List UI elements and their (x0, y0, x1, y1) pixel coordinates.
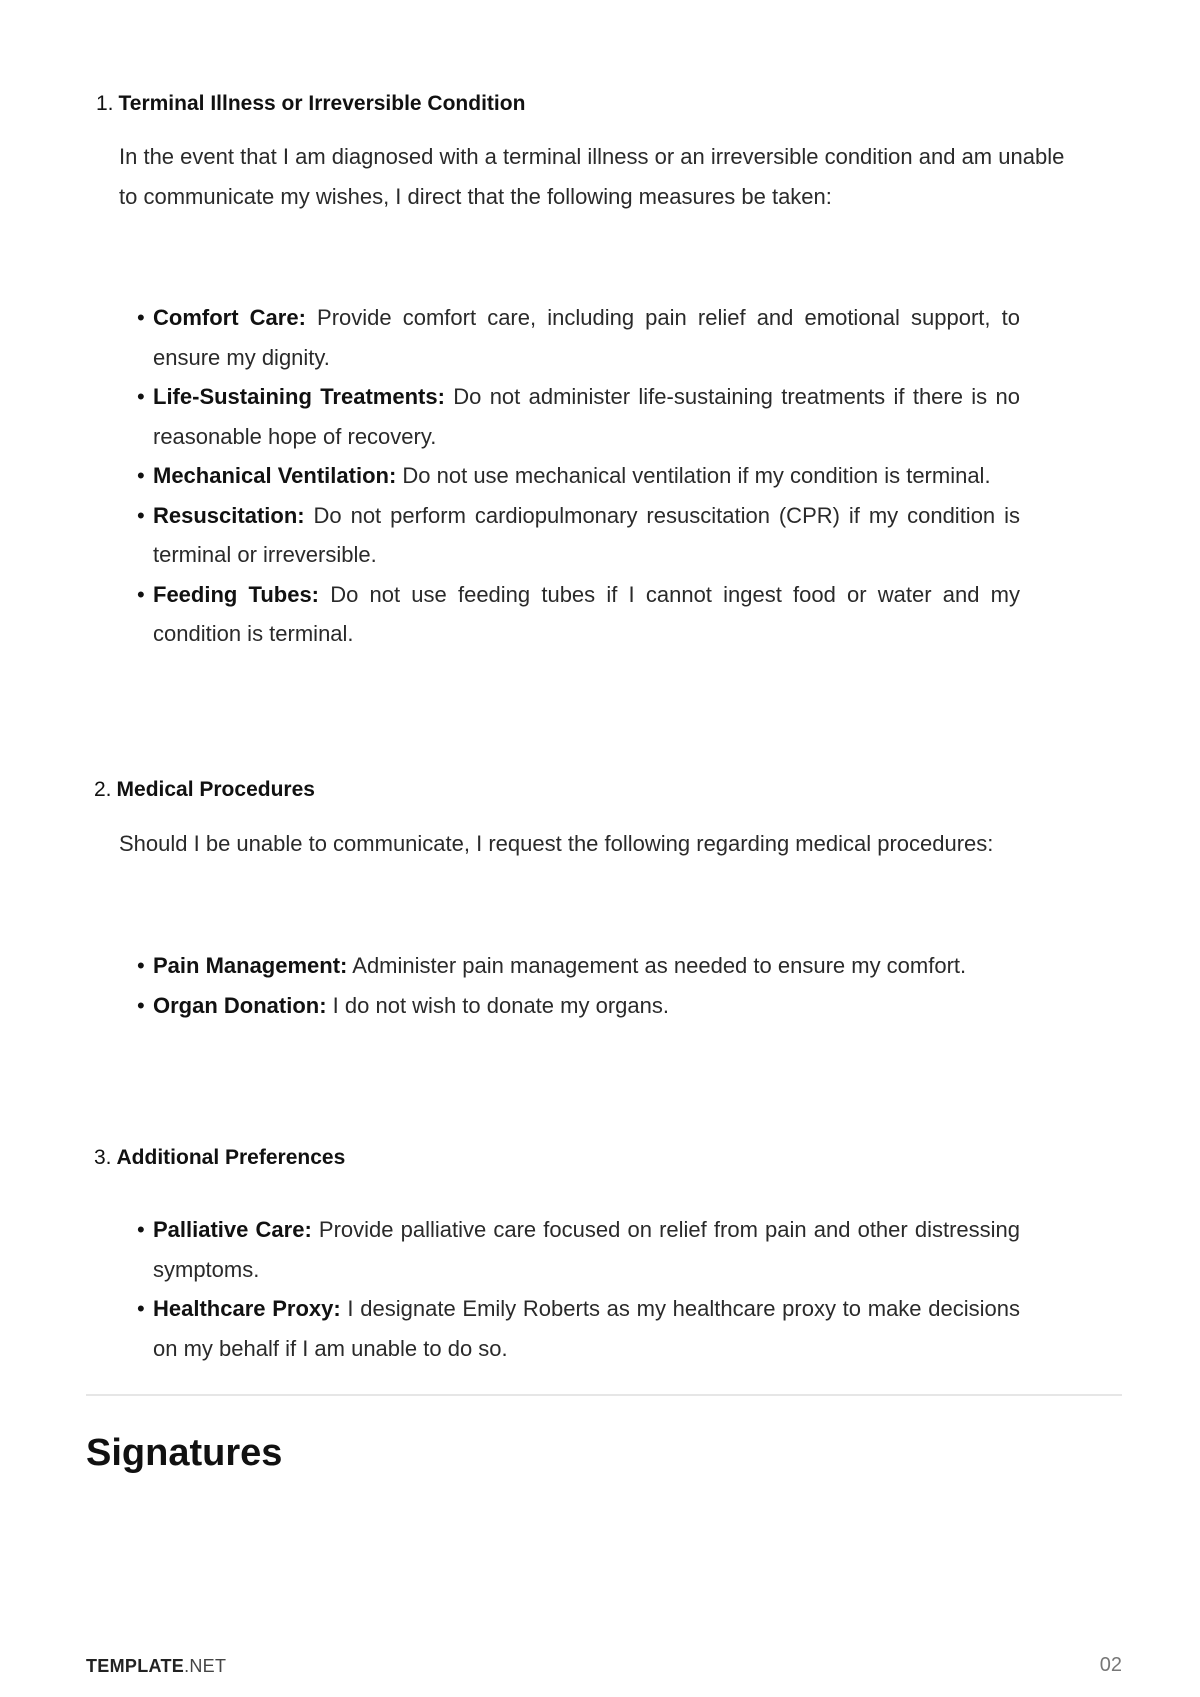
bullet-icon: • (137, 1296, 145, 1321)
section-2-heading (94, 778, 315, 802)
item-term: Resuscitation: (153, 502, 305, 528)
page-number: 02 (1099, 1654, 1122, 1676)
section-2-number: 2. (94, 778, 112, 801)
section-1-intro: In the event that I am diagnosed with a terminal illness or an irreversible condition and am unable to communicate my wishes, I direct that the following measures be taken: (119, 144, 1065, 209)
bullet-icon: • (137, 463, 145, 488)
bullet-icon: • (137, 384, 145, 409)
section-2-intro: Should I be unable to communicate, I request the following regarding medical procedures: (119, 831, 994, 856)
item-term: Feeding Tubes: (153, 581, 320, 607)
bullet-icon: • (137, 581, 145, 607)
section-3-list (135, 1210, 1020, 1368)
item-term: Palliative Care: (153, 1217, 312, 1242)
section-1-title: Terminal Illness or Irreversible Condition (118, 92, 526, 115)
footer-brand-bold: TEMPLATE (86, 1656, 185, 1676)
section-2-title: Medical Procedures (116, 778, 315, 801)
item-text: Do not perform cardiopulmonary resuscitation (CPR) if my condition is terminal or irreversible. (153, 502, 1020, 567)
bullet-icon: • (137, 502, 145, 528)
section-1-list (135, 298, 1020, 654)
section-3-number: 3. (94, 1146, 112, 1169)
item-term: Healthcare Proxy: (153, 1296, 341, 1321)
section-3-title: Additional Preferences (116, 1146, 346, 1169)
item-text: Provide comfort care, including pain relief and emotional support, to ensure my dignity. (153, 305, 1020, 370)
item-term: Life-Sustaining Treatments: (153, 384, 445, 409)
list-item (135, 946, 1020, 986)
list-item (135, 298, 1020, 377)
section-3-heading (94, 1146, 345, 1170)
item-text: Administer pain management as needed to ensure my comfort. (347, 953, 967, 978)
item-text: Do not administer life-sustaining treatments if there is no reasonable hope of recovery. (153, 384, 1020, 449)
item-text: I designate Emily Roberts as my healthcare proxy to make decisions on my behalf if I am unable to do so. (153, 1296, 1020, 1361)
list-item (135, 575, 1020, 654)
list-item (135, 986, 1020, 1026)
section-divider (86, 1394, 1122, 1396)
item-term: Pain Management: (153, 953, 348, 978)
bullet-icon: • (137, 953, 145, 978)
section-1-heading (96, 92, 525, 116)
footer-brand-light: .NET (184, 1656, 227, 1676)
section-1-number: 1. (96, 92, 114, 115)
bullet-icon: • (137, 305, 145, 330)
item-term: Mechanical Ventilation: (153, 463, 397, 488)
item-text: Provide palliative care focused on relief from pain and other distressing symptoms. (153, 1217, 1021, 1282)
footer-logo (86, 1656, 226, 1677)
list-item (135, 496, 1020, 575)
item-text: Do not use mechanical ventilation if my condition is terminal. (396, 463, 991, 488)
item-term: Comfort Care: (153, 305, 306, 330)
list-item (135, 1289, 1020, 1368)
item-text: Do not use feeding tubes if I cannot ingest food or water and my condition is terminal. (153, 581, 1020, 646)
item-term: Organ Donation: (153, 992, 327, 1018)
list-item (135, 456, 1020, 496)
list-item (135, 1210, 1020, 1289)
list-item (135, 377, 1020, 456)
item-text: I do not wish to donate my organs. (326, 992, 669, 1018)
signatures-heading: Signatures (86, 1432, 283, 1474)
section-2-list (135, 946, 1020, 1025)
bullet-icon: • (137, 992, 145, 1018)
bullet-icon: • (137, 1217, 145, 1242)
